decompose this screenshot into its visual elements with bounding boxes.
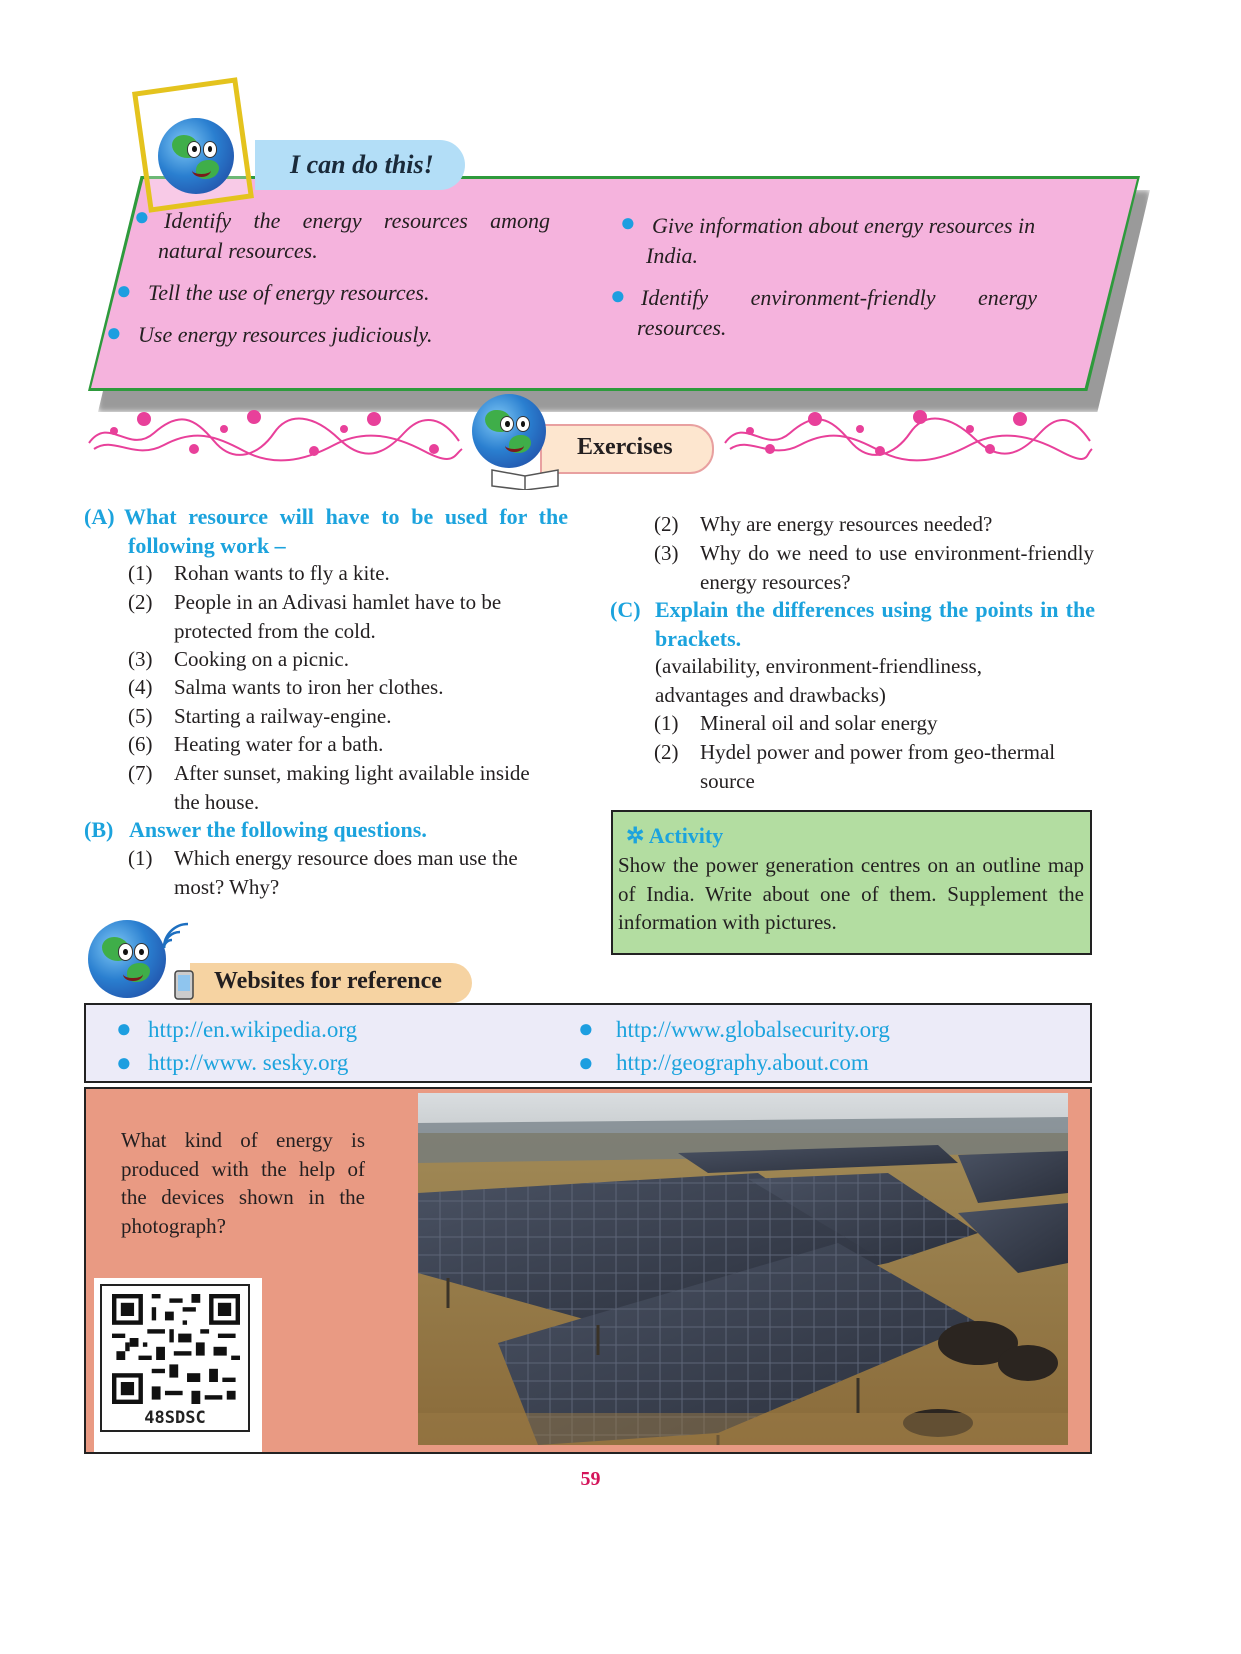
can-do-item: Give information about energy resources in India. xyxy=(646,213,1036,268)
question-text: People in an Adivasi hamlet have to be protected from the cold. xyxy=(174,590,502,643)
solar-panels-photo xyxy=(418,1093,1068,1445)
can-do-item: Identify the energy resources among natural resources. xyxy=(158,208,550,263)
website-link[interactable]: http://geography.about.com xyxy=(616,1050,869,1075)
question-number: (2) xyxy=(654,512,679,536)
can-do-item: Identify environment-friendly energy resources. xyxy=(637,285,1037,340)
section-b-heading: Answer the following questions. xyxy=(129,817,427,842)
question-number: (2) xyxy=(654,740,679,764)
website-link[interactable]: http://en.wikipedia.org xyxy=(148,1017,358,1042)
mobile-phone-icon xyxy=(172,970,196,1000)
website-link[interactable]: http://www. sesky.org xyxy=(148,1050,349,1075)
globe-phone-mascot-icon xyxy=(88,920,166,998)
bullet-icon: ● xyxy=(134,202,150,231)
question-text: Mineral oil and solar energy xyxy=(700,711,938,735)
question-number: (2) xyxy=(128,590,153,614)
activity-text: Show the power generation centres on an outline map of India. Write about one of them. Supplement the information with pictures. xyxy=(618,853,1084,934)
question-text: Cooking on a picnic. xyxy=(174,647,349,671)
question-text: Salma wants to iron her clothes. xyxy=(174,675,444,699)
floral-border-left xyxy=(84,405,464,465)
globe-mascot-icon xyxy=(158,118,234,194)
can-do-item: Use energy resources judiciously. xyxy=(138,322,433,347)
question-text: Why do we need to use environment-friendly energy resources? xyxy=(700,541,1094,594)
qr-code-pattern xyxy=(112,1294,240,1404)
section-a-heading: What resource will have to be used for the following work – xyxy=(124,504,568,558)
section-c-heading: Explain the differences using the points in the brackets. xyxy=(655,597,1095,651)
bullet-icon: ● xyxy=(116,276,132,305)
bullet-icon: ● xyxy=(106,318,122,347)
question-number: (7) xyxy=(128,761,153,785)
section-b-label: (B) xyxy=(84,817,114,842)
website-link[interactable]: http://www.globalsecurity.org xyxy=(616,1017,890,1042)
question-text: Rohan wants to fly a kite. xyxy=(174,561,390,585)
question-number: (4) xyxy=(128,675,153,699)
bullet-icon: ● xyxy=(116,1048,132,1077)
section-c-label: (C) xyxy=(610,597,641,622)
section-a-label: (A) xyxy=(84,504,115,529)
can-do-title: I can do this! xyxy=(290,150,434,179)
wifi-signal-icon xyxy=(160,918,194,952)
bullet-icon: ● xyxy=(578,1014,594,1043)
question-number: (1) xyxy=(128,846,153,870)
question-number: (5) xyxy=(128,704,153,728)
question-text: Starting a railway-engine. xyxy=(174,704,392,728)
bullet-icon: ● xyxy=(610,281,626,310)
qr-code[interactable] xyxy=(94,1278,262,1452)
question-number: (1) xyxy=(654,711,679,735)
question-number: (1) xyxy=(128,561,153,585)
websites-title: Websites for reference xyxy=(214,968,442,994)
question-text: Why are energy resources needed? xyxy=(700,512,993,536)
question-number: (3) xyxy=(128,647,153,671)
bullet-icon: ● xyxy=(578,1048,594,1077)
question-text: After sunset, making light available inside the house. xyxy=(174,761,530,814)
photo-question: What kind of energy is produced with the help of the devices shown in the photograph? xyxy=(121,1128,365,1238)
bullet-icon: ● xyxy=(620,208,636,237)
page-number: 59 xyxy=(580,1468,601,1490)
question-text: Hydel power and power from geo-thermal source xyxy=(700,740,1056,793)
section-c-note: (availability, environment-friendliness, advantages and drawbacks) xyxy=(655,654,982,707)
bullet-icon: ● xyxy=(116,1014,132,1043)
can-do-item: Tell the use of energy resources. xyxy=(148,280,430,305)
question-number: (6) xyxy=(128,732,153,756)
exercises-title: Exercises xyxy=(577,434,673,460)
question-text: Which energy resource does man use the most? Why? xyxy=(174,846,518,899)
floral-border-right xyxy=(720,405,1095,465)
activity-title: ✲ Activity xyxy=(626,823,724,848)
qr-code-label: 48SDSC xyxy=(144,1408,206,1428)
question-number: (3) xyxy=(654,541,679,565)
globe-reading-mascot-icon xyxy=(472,394,546,468)
open-book-icon xyxy=(490,462,560,490)
question-text: Heating water for a bath. xyxy=(174,732,384,756)
